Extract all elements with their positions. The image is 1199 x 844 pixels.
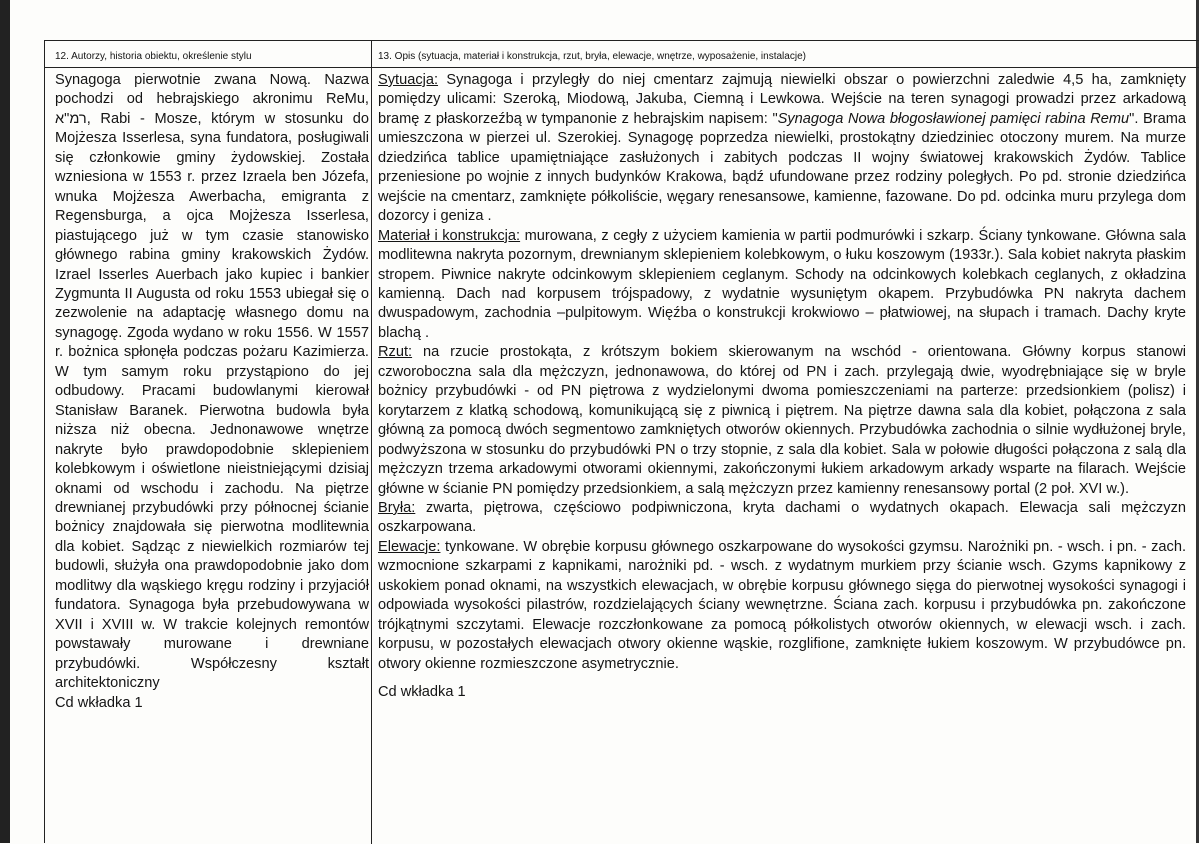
section-material: Materiał i konstrukcja: murowana, z cegły z użyciem kamienia w partii podmurówki i szkarp. Ściany tynkowane. Główna sala modlitewna nakryta pozornym, drewnianym sklepieniem kolebkowym, o łuku koszowym (1933r.). Sala kobiet nakryta płaskim stropem. Piwnice nakryte odcinkowym sklepieniem ceglanym. Schody na odcinkowych kolebkach ceglanych, z okładzina kamienną. Dach nad korpusem trójspadowy, z wydatnie wysuniętym okapem. Przybudówka PN nakryta dachem dwuspadowym, zachodnia –pulpitowym. Więźba o konstrukcji krokwiowo – płatwiowej, na słupach i tramach. Dachy kryte blachą . xyxy=(378,227,1186,341)
section-label: Elewacje: xyxy=(378,538,441,555)
section-label: Bryła: xyxy=(378,499,416,516)
section-label: Materiał i konstrukcja: xyxy=(378,227,521,244)
continuation-note-left: Cd wkładka 1 xyxy=(55,694,143,711)
header-row xyxy=(45,41,1199,68)
section-rzut: Rzut: na rzucie prostokąta, z krótszym bokiem skierowanym na wschód - orientowana. Główny korpus stanowi czworoboczna sala dla mężczyzn, jednonawowa, do której od PN i zach. przylegają dwie, wyodrębniające się w bryle bożnicy przybudówki - od PN piętrowa z wydzielonymi dwoma pomieszczeniami na parterze: przedsionkiem (polisz) i korytarzem z klatką schodową, komunikującą się z piwnicą i piętrem. Na piętrze dawna sala dla kobiet, połączona z sala główną za pomocą dwóch segmentowo zamkniętych otworów okiennych. Przybudówka zachodnia o silnie wydłużonej bryle, podwyższona w stosunku do przybudówki PN o trzy stopnie, z sala dla kobiet. Sala w połowie długości połączona z salą dla mężczyzn trzema arkadowymi otworami okiennymi, zakończonymi łukiem arkadowym arkady wsparte na filarach. Wejście główne w ścianie PN pomiędzy przedsionkiem, a salą mężczyzn przez kamienny renesansowy portal (2 poł. XVI w.). xyxy=(378,344,1186,497)
scan-edge-left xyxy=(0,0,10,843)
section-bryla: Bryła: zwarta, piętrowa, częściowo podpiwniczona, kryta dachami o wydatnych okapach. Elewacja sali mężczyzn oszkarpowana. xyxy=(378,499,1186,536)
section-elewacje: Elewacje: tynkowane. W obrębie korpusu głównego oszkarpowane do wysokości gzymsu. Narożniki pn. - wsch. i pn. - zach. wzmocnione szkarpami z kapnikami, narożniki pd. - wsch. z wydatnym murkiem przy ścianie wsch. Gzyms kapnikowy z uskokiem ponad oknami, na wszystkich elewacjach, w obrębie korpusu głównego sięga do pierwotnej wysokości synagogi i odpowiada wysokości pilastrów, rozdzielających ściany wewnętrzne. Ściana zach. korpusu i przybudówka pn. zakończone trójkątnymi szczytami. Elewacje rozczłonkowane za pomocą półkolistych otworów okiennych, w elewacji wsch. i zach. korpusu, w pozostałych elewacjach otwory okienne wąskie, rozglifione, zamknięte łukiem koszowym. W przybudówce pn. otwory okienne rozmieszczone asymetrycznie. xyxy=(378,538,1186,672)
left-column-title: 12. Autorzy, historia obiektu, określenie stylu xyxy=(55,51,252,62)
history-column xyxy=(55,71,369,713)
description-column xyxy=(378,71,1186,703)
continuation-note-right: Cd wkładka 1 xyxy=(378,684,466,701)
section-sytuacja: Sytuacja: Synagoga i przyległy do niej cmentarz zajmują niewielki obszar o powierzchni zaledwie 4,5 ha, zamknięty pomiędzy ulicami: Szeroką, Miodową, Jakuba, Ciemną i Lewkowa. Wejście na teren synagogi prowadzi przez arkadową bramę z płaskorzeźbą w tympanonie z hebrajskim napisem: "Synagoga Nowa błogosławionej pamięci rabina Remu". Brama umieszczona w pierzei ul. Szerokiej. Synagogę poprzedza niewielki, prostokątny dziedziniec otoczony murem. Na murze dziedzińca tablice upamiętniające zasłużonych i zabitych podczas II wojny światowej krakowskich Żydów. Tablice przeniesione po wojnie z innych budynków Krakowa, bądź ufundowane przez rodziny poległych. Po pd. stronie dziedzińca wejście na cmentarz, zamknięte półkoliście, węgary renesansowe, kamienne, fazowane. Do pd. odcinka muru przylega dom dozorcy i geniza . xyxy=(378,72,1186,225)
form-sheet xyxy=(44,40,1199,843)
column-divider xyxy=(371,41,372,844)
history-text: Synagoga pierwotnie zwana Nową. Nazwa pochodzi od hebrajskiego akronimu ReMu, רמ"א, Rabi - Mosze, którym w stosunku do Mojżesza Isserlesa, syna fundatora, posługiwali się członkowie gminy żydowskiej. Została wzniesiona w 1553 r. przez Izraela ben Józefa, wnuka Mojżesza Awerbacha, emigranta z Regensburga, a ojca Mojżesza Isserlesa, piastującego już w tym czasie stanowisko głównego rabina gminy krakowskich Żydów. Izrael Isserles Auerbach jako kupiec i bankier Zygmunta II Augusta od roku 1553 ubiegał się o zezwolenie na adaptację własnego domu na synagogę. Zgoda wydano w roku 1556. W 1557 r. bożnica spłonęła podczas pożaru Kazimierza. W tym samym roku przystąpiono do jej odbudowy. Pracami budowlanymi kierował Stanisław Baranek. Pierwotna budowla była niższa niż obecna. Jednonawowe wnętrze nakryte było prawdopodobnie sklepieniem kolebkowym i oświetlone nieistniejącymi dzisiaj oknami od wschodu i zachodu. Na piętrze drewnianej przybudówki przy północnej ścianie bożnicy znajdowała się pierwotna modlitewnia dla kobiet. Sądząc z niewielkich rozmiarów tej budowli, służyła ona prawdopodobnie jako dom modlitwy dla wąskiego kręgu rodziny i przyjaciół fundatora. Synagoga była przebudowywana w XVII i XVIII w. W trakcie kolejnych remontów powstawały murowane i drewniane przybudówki. Współczesny kształt architektoniczny xyxy=(55,72,369,692)
section-label: Sytuacja: xyxy=(378,72,439,88)
section-label: Rzut: xyxy=(378,344,413,361)
right-column-title: 13. Opis (sytuacja, materiał i konstrukcja, rzut, bryła, elewacje, wnętrze, wyposażenie, instalacje) xyxy=(378,51,806,62)
